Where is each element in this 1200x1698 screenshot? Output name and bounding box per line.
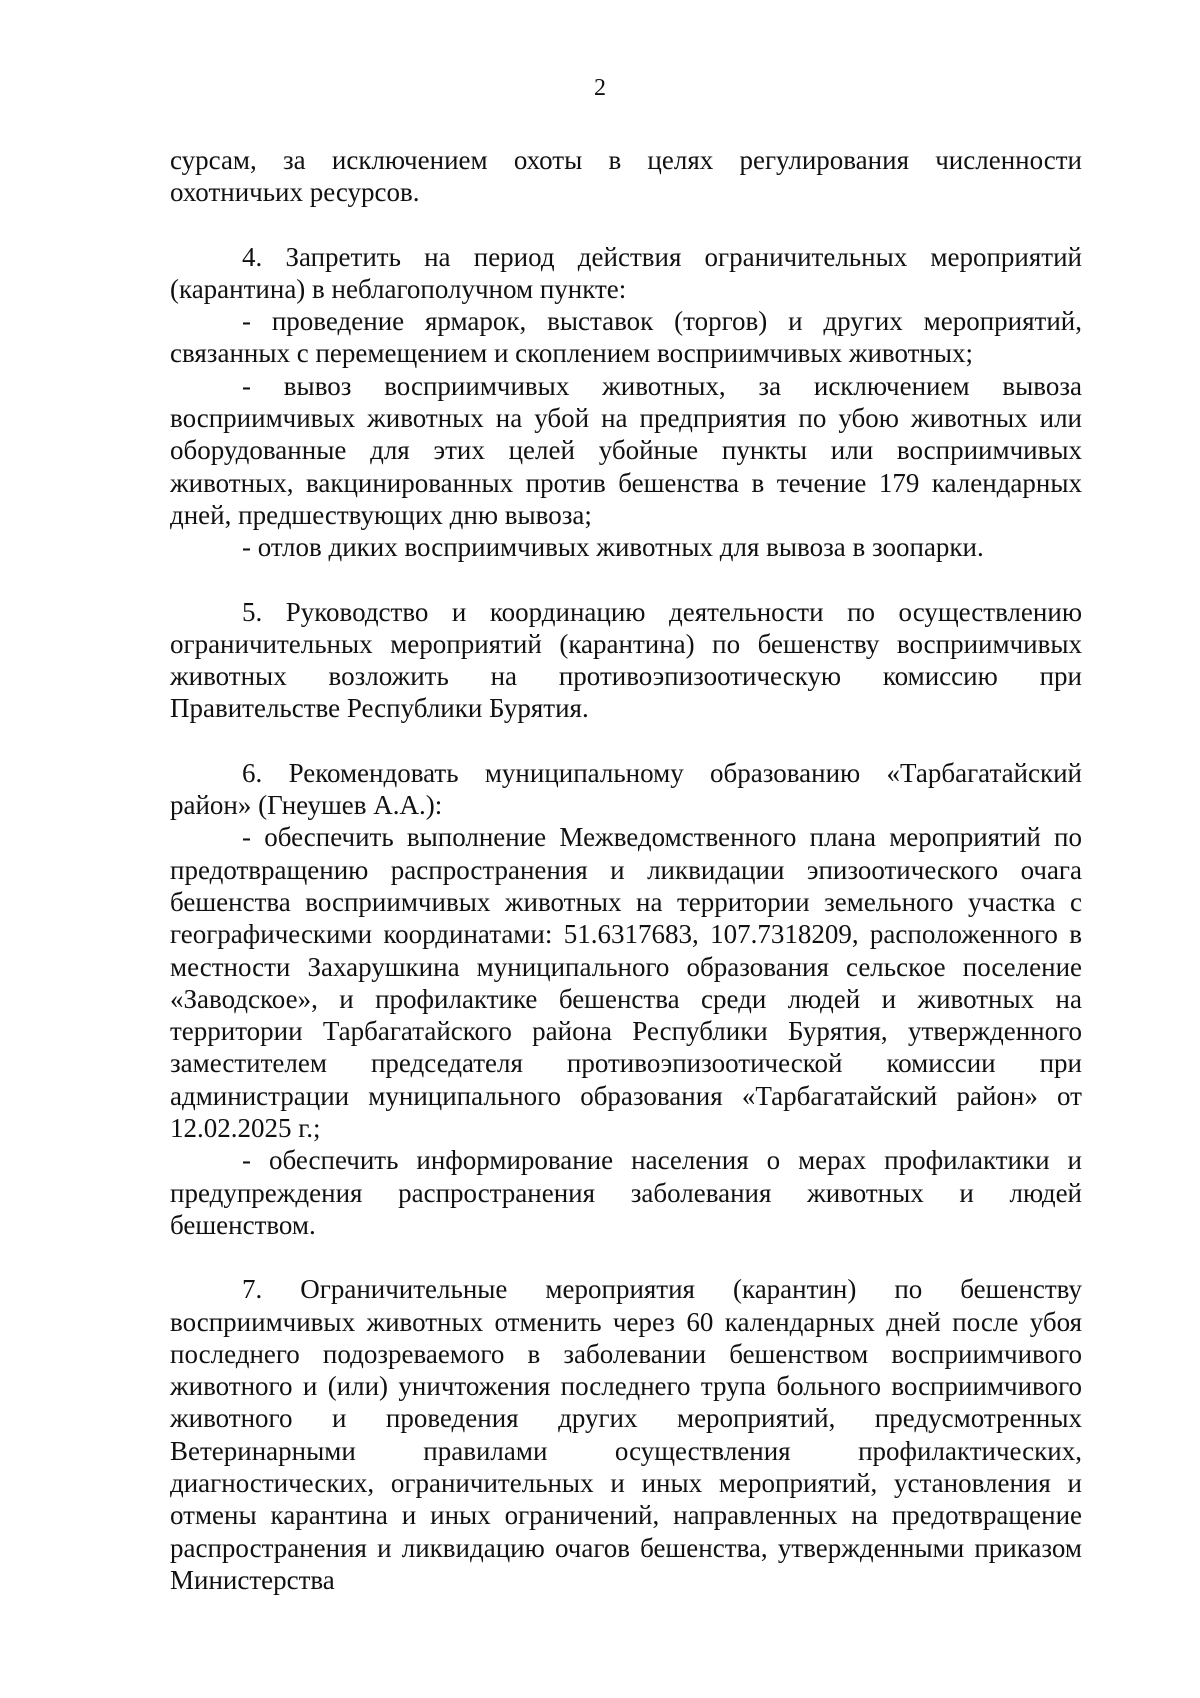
list-item-fairs-ban: - проведение ярмарок, выставок (торгов) и других мероприятий, связанных с перемещением и скоплением восприимчивых животных; — [170, 306, 1082, 369]
list-item-export-ban: - вывоз восприимчивых животных, за исключением вывоза восприимчивых животных на убой на предприятия по убою животных или оборудованные для этих целей убойные пункты или восприимчивых животных, вакцинированных против бешенства в течение 179 календарных дней, предшествующих дню вывоза; — [170, 370, 1082, 530]
list-item-public-information: - обеспечить информирование населения о мерах профилактики и предупреждения распространения заболевания животных и людей бешенством. — [170, 1145, 1082, 1240]
list-item-capture-ban: - отлов диких восприимчивых животных для вывоза в зоопарки. — [242, 532, 984, 563]
list-item-plan-execution: - обеспечить выполнение Межведомственного плана мероприятий по предотвращению распространения и ликвидации эпизоотического очага бешенства восприимчивых животных на территории земельного участка с географическими координатами: 51.6317683, 107.7318209, расположенного в местности Захарушкина муниципального образования сельское поселение «Заводское», и профилактике бешенства среди людей и животных на территории Тарбагатайского района Республики Бурятия, утвержденного заместителем председателя противоэпизоотической комиссии при администрации муниципального образования «Тарбагатайский район» от 12.02.2025 г.; — [170, 822, 1082, 1144]
paragraph-item-7: 7. Ограничительные мероприятия (карантин) по бешенству восприимчивых животных отменить через 60 календарных дней после убоя последнего подозреваемого в заболевании бешенством восприимчивого животного и (или) уничтожения последнего трупа больного восприимчивого животного и проведения других мероприятий, предусмотренных Ветеринарными правилами осуществления профилактических, диагностических, ограничительных и иных мероприятий, установления и отмены карантина и иных ограничений, направленных на предотвращение распространения и ликвидацию очагов бешенства, утвержденными приказом Министерства — [170, 1274, 1082, 1595]
page-number: 2 — [594, 75, 606, 101]
paragraph-item-6: 6. Рекомендовать муниципальному образованию «Тарбагатайский район» (Гнеушев А.А.): — [170, 757, 1082, 821]
paragraph-item-5: 5. Руководство и координацию деятельности по осуществлению ограничительных мероприятий (карантина) по бешенству восприимчивых животных возложить на противоэпизоотическую комиссию при Правительстве Республики Бурятия. — [170, 596, 1082, 724]
paragraph-continuation: сурсам, за исключением охоты в целях регулирования численности охотничьих ресурсов. — [170, 145, 1082, 208]
paragraph-item-4: 4. Запретить на период действия ограничительных мероприятий (карантина) в неблагополучном пункте: — [170, 241, 1082, 304]
document-body — [170, 144, 1082, 1596]
